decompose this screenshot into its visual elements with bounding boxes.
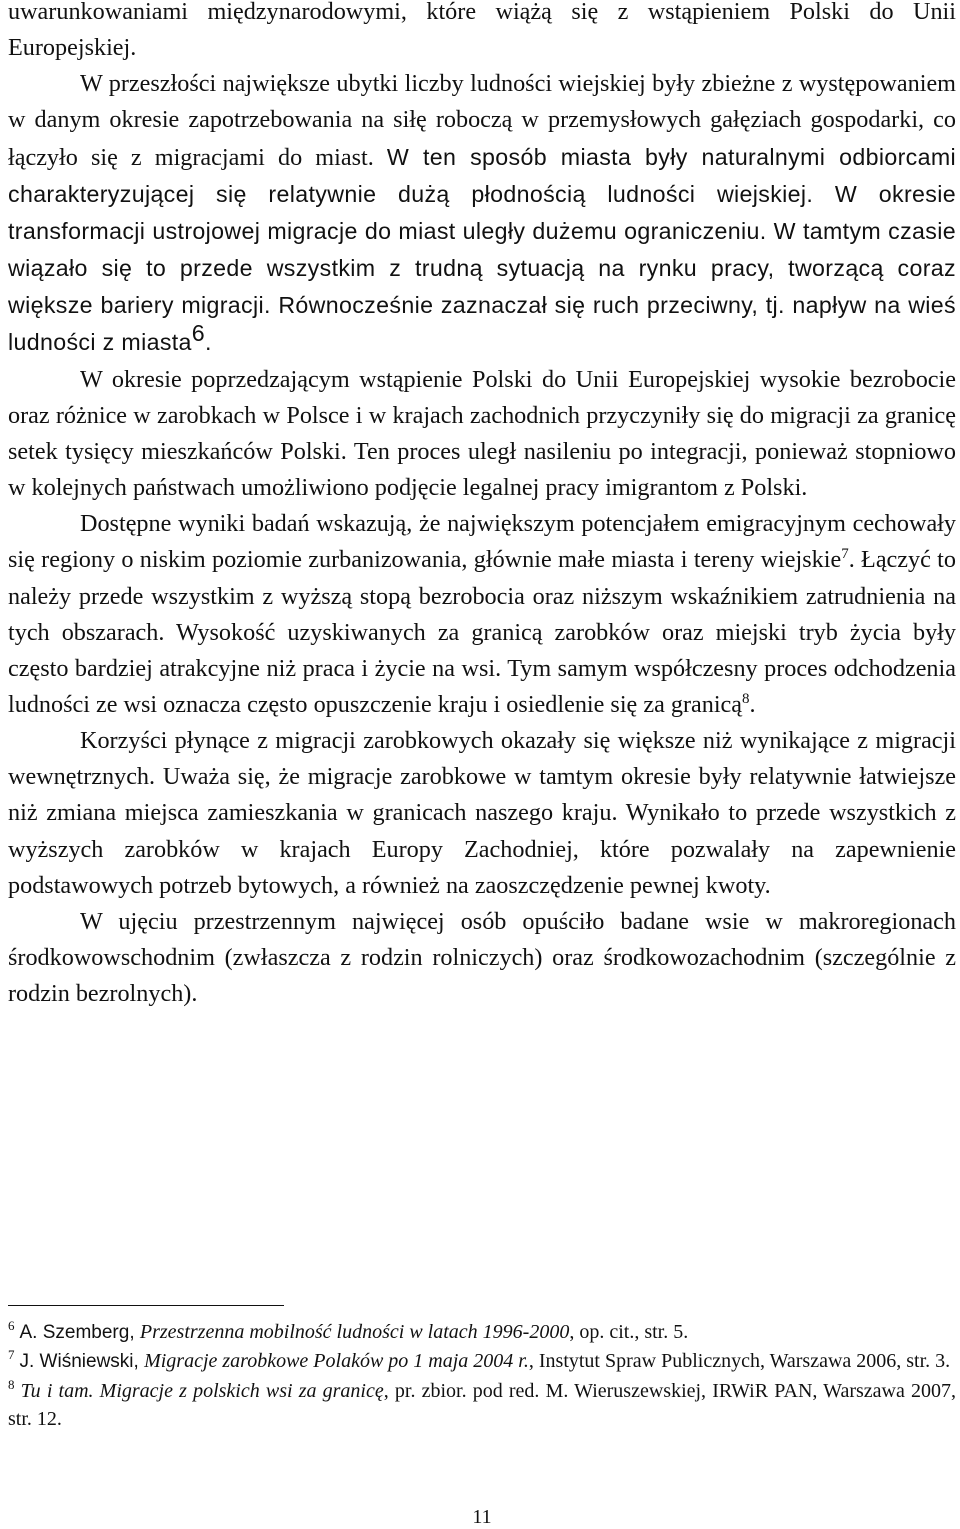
page-number: 11 — [472, 1506, 492, 1528]
footnote-ref-8: 8 — [742, 690, 750, 707]
footnote-author: A. Szemberg, — [19, 1322, 140, 1343]
body-text — [8, 0, 956, 1012]
paragraph-text: uwarunkowaniami międzynarodowymi, które wiążą się z wstąpieniem Polski do Unii Europejskiej. — [8, 0, 956, 62]
paragraph-text: . — [749, 690, 756, 718]
paragraph-text: W ujęciu przestrzennym najwięcej osób opuściło badane wsie w makroregionach środkowowschodnim (zwłaszcza z rodzin rolniczych) oraz środkowozachodnim (szczególnie z rodzin bezrolnych). — [8, 907, 956, 1008]
paragraph-text-sans: . — [205, 329, 212, 356]
paragraph-6 — [8, 904, 956, 1012]
footnote-8 — [8, 1377, 956, 1434]
footnote-6 — [8, 1318, 956, 1347]
paragraph-3 — [8, 362, 956, 507]
footnote-rest: , op. cit., str. 5. — [569, 1321, 689, 1343]
footnote-number: 7 — [8, 1347, 15, 1363]
paragraph-5 — [8, 723, 956, 904]
footnote-7 — [8, 1347, 956, 1376]
footnote-title: Migracje zarobkowe Polaków po 1 maja 2004 r. — [144, 1350, 529, 1373]
footnote-rest: , Instytut Spraw Publicznych, Warszawa 2006, str. 3. — [528, 1350, 951, 1373]
paragraph-text: . Łączyć to należy przede wszystkim z wyższą stopą bezrobocia oraz niższym wskaźnikiem zatrudnienia na tych obszarach. Wysokość uzyskiwanych za granicą zarobków oraz miejski tryb życia były często bardziej atrakcyjne niż praca i życie na wsi. Tym samym współczesny proces odchodzenia ludności ze wsi oznacza często opuszczenie kraju i osiedlenie się za granicą — [8, 546, 956, 718]
footnote-author: J. Wiśniewski, — [19, 1351, 145, 1373]
paragraph-text: Dostępne wyniki badań wskazują, że największym potencjałem emigracyjnym cechowały się regiony o niskim poziomie zurbanizowania, głównie małe miasta i tereny wiejskie — [8, 510, 956, 574]
footnote-rest: , pr. zbior. pod red. M. Wieruszewskiej, IRWiR PAN, Warszawa 2007, str. 12. — [8, 1379, 957, 1430]
paragraph-text: Korzyści płynące z migracji zarobkowych okazały się większe niż wynikające z migracji wewnętrznych. Uważa się, że migracje zarobkowe w tamtym okresie były relatywnie łatwiejsze niż zmiana miejsca zamieszkania w granicach naszego kraju. Wynikało to przede wszystkich z wyższych zarobków w krajach Europy Zachodniej, które pozwalały na zapewnienie podstawowych potrzeb bytowych, a również na zaoszczędzenie pewnej kwoty. — [8, 727, 956, 899]
footnote-number: 6 — [8, 1318, 15, 1333]
paragraph-text: W okresie poprzedzającym wstąpienie Polski do Unii Europejskiej wysokie bezrobocie oraz różnice w zarobkach w Polsce i w krajach zachodnich przyczyniły się do migracji za granicę setek tysięcy mieszkańców Polski. Ten proces uległ nasileniu po integracji, ponieważ stopniowo w kolejnych państwach umożliwiono podjęcie legalnej pracy imigrantom z Polski. — [8, 365, 956, 502]
paragraph-text-sans: W ten sposób miasta były naturalnymi odbiorcami charakteryzującej się relatywnie dużą płodnością ludności wiejskiej. W okresie transformacji ustrojowej migracje do miast uległy dużemu ograniczeniu. W tamtym czasie wiązało się to przede wszystkim z trudną sytuacją na rynku pracy, tworzącą coraz większe bariery migracji. Równocześnie zaznaczał się ruch przeciwny, tj. napływ na wieś ludności z miasta — [8, 143, 957, 356]
footnote-separator — [8, 1305, 284, 1306]
footnote-title: Tu i tam. Migracje z polskich wsi za granicę — [20, 1379, 384, 1402]
footnotes — [8, 1318, 956, 1433]
footnote-number: 8 — [8, 1376, 15, 1392]
footnote-ref-6: 6 — [191, 320, 206, 347]
document-page — [8, 0, 956, 1529]
paragraph-2 — [8, 66, 956, 361]
paragraph-1 — [8, 0, 956, 66]
footnote-ref-7: 7 — [841, 546, 849, 563]
paragraph-4 — [8, 506, 956, 723]
footnote-title: Przestrzenna mobilność ludności w latach 1996-2000 — [139, 1321, 570, 1343]
paragraph-text: W przeszłości największe ubytki liczby ludności wiejskiej były zbieżne z występowaniem w danym okresie zapotrzebowania na siłę roboczą w przemysłowych gałęziach gospodarki, co łączyło się z migracjami do miast. — [8, 70, 956, 171]
